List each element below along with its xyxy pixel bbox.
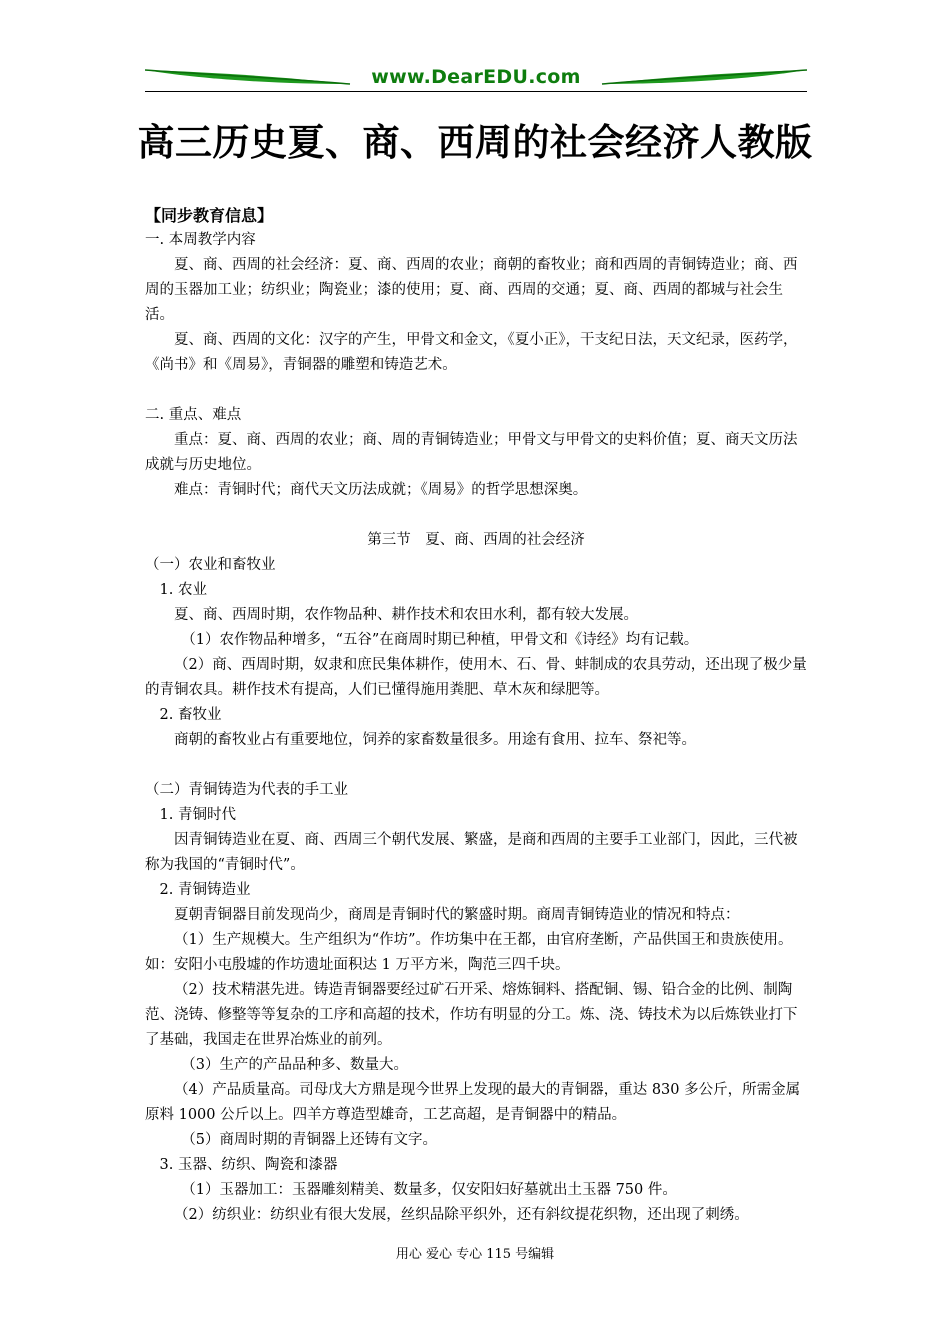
paragraph: （1）农作物品种增多，“五谷”在商周时期已种植，甲骨文和《诗经》均有记载。 — [181, 632, 699, 648]
paragraph: 夏朝青铜器目前发现尚少，商周是青铜时代的繁盛时期。商周青铜铸造业的情况和特点： — [174, 907, 740, 923]
header-rule — [145, 91, 807, 92]
paragraph: （2）商、西周时期，奴隶和庶民集体耕作，使用木、石、骨、蚌制成的农具劳动，还出现了极少量的青铜农具。耕作技术有提高，人们已懂得施用粪肥、草木灰和绿肥等。 — [145, 657, 807, 698]
item-heading: 2. 畜牧业 — [159, 707, 222, 723]
paragraph: 因青铜铸造业在夏、商、西周三个朝代发展、繁盛，是商和西周的主要手工业部门，因此，三代被称为我国的“青铜时代”。 — [145, 832, 798, 873]
paragraph: 夏、商、西周的社会经济：夏、商、西周的农业；商朝的畜牧业；商和西周的青铜铸造业；商、西周的玉器加工业；纺织业；陶瓷业；漆的使用；夏、商、西周的交通；夏、商、西周的都城与社会生活。 — [145, 257, 798, 323]
section-heading: 【同步教育信息】 — [145, 206, 274, 225]
paragraph: （2）纺织业：纺织业有很大发展，丝织品除平织外，还有斜纹提花织物，还出现了刺绣。 — [174, 1207, 749, 1223]
section-heading: 一. 本周教学内容 — [145, 232, 256, 248]
paragraph: （4）产品质量高。司母戊大方鼎是现今世界上发现的最大的青铜器，重达 830 多公斤，所需金属原料 1000 公斤以上。四羊方尊造型雄奇，工艺高超，是青铜器中的精品。 — [145, 1082, 801, 1123]
item-heading: 1. 青铜时代 — [159, 807, 236, 823]
spacer — [145, 753, 807, 778]
paragraph: 夏、商、西周的文化：汉字的产生，甲骨文和金文，《夏小正》，干支纪日法，天文纪录，医药学，《尚书》和《周易》，青铜器的雕塑和铸造艺术。 — [145, 332, 798, 373]
item-heading: 2. 青铜铸造业 — [159, 882, 251, 898]
paragraph: （1）玉器加工：玉器雕刻精美、数量多，仅安阳妇好墓就出土玉器 750 件。 — [181, 1182, 677, 1198]
item-heading: 3. 玉器、纺织、陶瓷和漆器 — [159, 1157, 338, 1173]
site-header — [145, 62, 807, 94]
paragraph: （5）商周时期的青铜器上还铸有文字。 — [181, 1132, 437, 1148]
paragraph: 重点：夏、商、西周的农业；商、周的青铜铸造业；甲骨文与甲骨文的史料价值；夏、商天文历法成就与历史地位。 — [145, 432, 798, 473]
section-heading: 二. 重点、难点 — [145, 407, 242, 423]
paragraph: 难点：青铜时代；商代天文历法成就；《周易》的哲学思想深奥。 — [174, 482, 588, 498]
spacer — [145, 503, 807, 528]
spacer — [145, 378, 807, 403]
page-footer: 用心 爱心 专心 115 号编辑 — [395, 1247, 555, 1262]
site-name: www.DearEDU.com — [371, 66, 581, 88]
paragraph: （1）生产规模大。生产组织为“作坊”。作坊集中在王都，由官府垄断，产品供国王和贵族使用。如：安阳小屯殷墟的作坊遗址面积达 1 万平方米，陶范三四千块。 — [145, 932, 793, 973]
subsection-heading: （二）青铜铸造为代表的手工业 — [145, 782, 348, 798]
document-body — [145, 203, 807, 1228]
chapter-heading: 第三节 夏、商、西周的社会经济 — [367, 532, 585, 548]
paragraph: 夏、商、西周时期，农作物品种、耕作技术和农田水利，都有较大发展。 — [174, 607, 638, 623]
paragraph: 商朝的畜牧业占有重要地位，饲养的家畜数量很多。用途有食用、拉车、祭祀等。 — [174, 732, 696, 748]
item-heading: 1. 农业 — [159, 582, 207, 598]
paragraph: （2）技术精湛先进。铸造青铜器要经过矿石开采、熔炼铜料、搭配铜、锡、铅合金的比例、制陶范、浇铸、修整等等复杂的工序和高超的技术，作坊有明显的分工。炼、浇、铸技术为以后炼铁业打下了基础，我国走在世界冶炼业的前列。 — [145, 982, 798, 1048]
page-title: 高三历史夏、商、西周的社会经济人教版 — [137, 120, 813, 164]
paragraph: （3）生产的产品品种多、数量大。 — [181, 1057, 408, 1073]
subsection-heading: （一）农业和畜牧业 — [145, 557, 276, 573]
